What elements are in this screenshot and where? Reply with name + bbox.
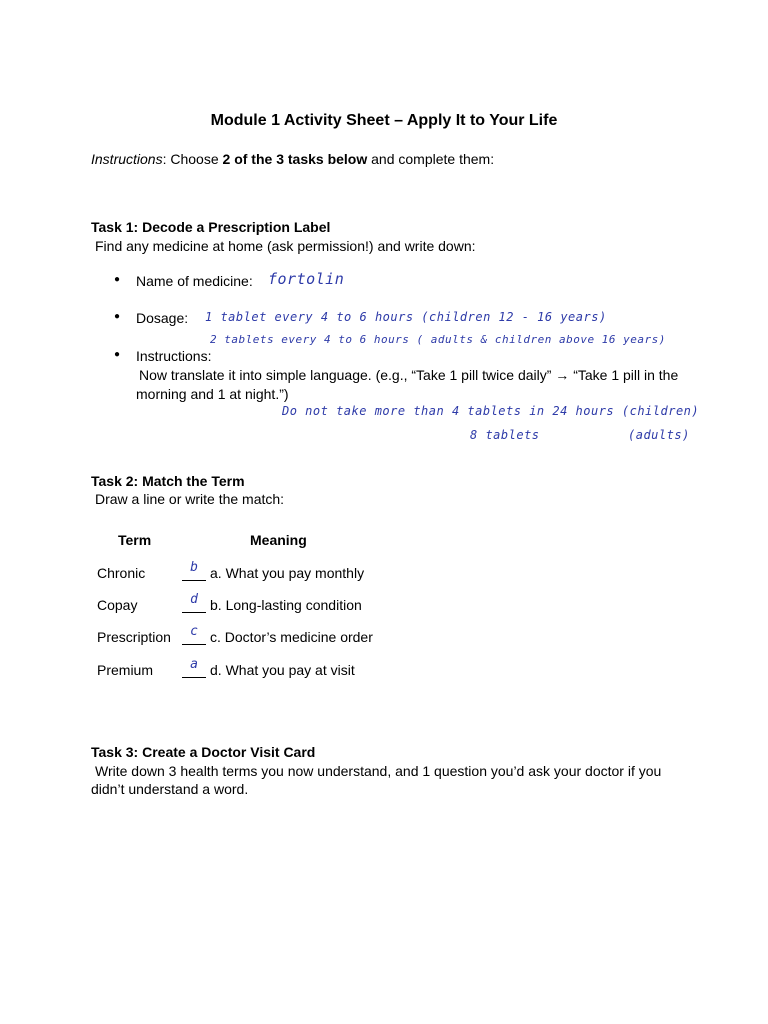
handwritten-instructions-1: Do not take more than 4 tablets in 24 hours (children) [282, 404, 700, 418]
instructions-label: Instructions [91, 151, 163, 167]
task3-line-1: Write down 3 health terms you now understand, and 1 question you’d ask your doctor if you [95, 763, 662, 779]
instructions-line [91, 150, 494, 168]
task3-line-2: didn’t understand a word. [91, 781, 249, 797]
match-meaning: a. What you pay monthly [210, 565, 365, 581]
match-answer: d [190, 592, 198, 607]
match-answer-blank [182, 562, 206, 581]
match-answer-blank [182, 594, 206, 613]
handwritten-dosage-2: 2 tablets every 4 to 6 hours ( adults & children above 16 years) [210, 333, 666, 346]
task3-heading: Task 3: Create a Doctor Visit Card [91, 744, 316, 760]
match-term: Chronic [97, 565, 146, 581]
page-title: Module 1 Activity Sheet – Apply It to Your Life [210, 112, 558, 129]
match-meaning: b. Long-lasting condition [210, 597, 362, 613]
match-meaning: c. Doctor’s medicine order [210, 629, 373, 645]
instructions-rest: and complete them: [367, 151, 495, 167]
task1-intro: Find any medicine at home (ask permission!) and write down: [95, 238, 476, 254]
handwritten-instructions-3: (adults) [628, 428, 690, 442]
match-answer-blank [182, 659, 206, 678]
bullet-dot: ● [114, 311, 121, 322]
handwritten-dosage-1: 1 tablet every 4 to 6 hours (children 12 - 16 years) [205, 310, 607, 324]
match-term: Prescription [97, 629, 171, 645]
match-answer: c [190, 624, 198, 639]
match-answer: b [190, 560, 198, 575]
instructions-bold: 2 of the 3 tasks below [222, 151, 368, 167]
bullet-dot: ● [114, 349, 121, 360]
bullet-dot: ● [114, 274, 121, 285]
task2-intro: Draw a line or write the match: [95, 491, 285, 507]
handwritten-instructions-2: 8 tablets [470, 428, 540, 442]
bullet-dosage-label: Dosage: [136, 310, 189, 326]
column-header-meaning: Meaning [250, 532, 307, 548]
handwritten-name: fortolin [268, 270, 345, 288]
match-answer: a [190, 657, 198, 672]
translate-line-1: Now translate it into simple language. (e.g., “Take 1 pill twice daily” → “Take 1 pill in the [139, 367, 679, 383]
column-header-term: Term [118, 532, 152, 548]
match-answer-blank [182, 626, 206, 645]
bullet-instructions-label: Instructions: [136, 348, 212, 364]
translate-line-2: morning and 1 at night.”) [136, 386, 289, 402]
task2-heading: Task 2: Match the Term [91, 473, 245, 489]
match-meaning: d. What you pay at visit [210, 662, 355, 678]
match-term: Copay [97, 597, 138, 613]
bullet-name-label: Name of medicine: [136, 273, 253, 289]
match-term: Premium [97, 662, 154, 678]
instructions-sep: : Choose [162, 151, 223, 167]
task1-heading: Task 1: Decode a Prescription Label [91, 219, 331, 235]
